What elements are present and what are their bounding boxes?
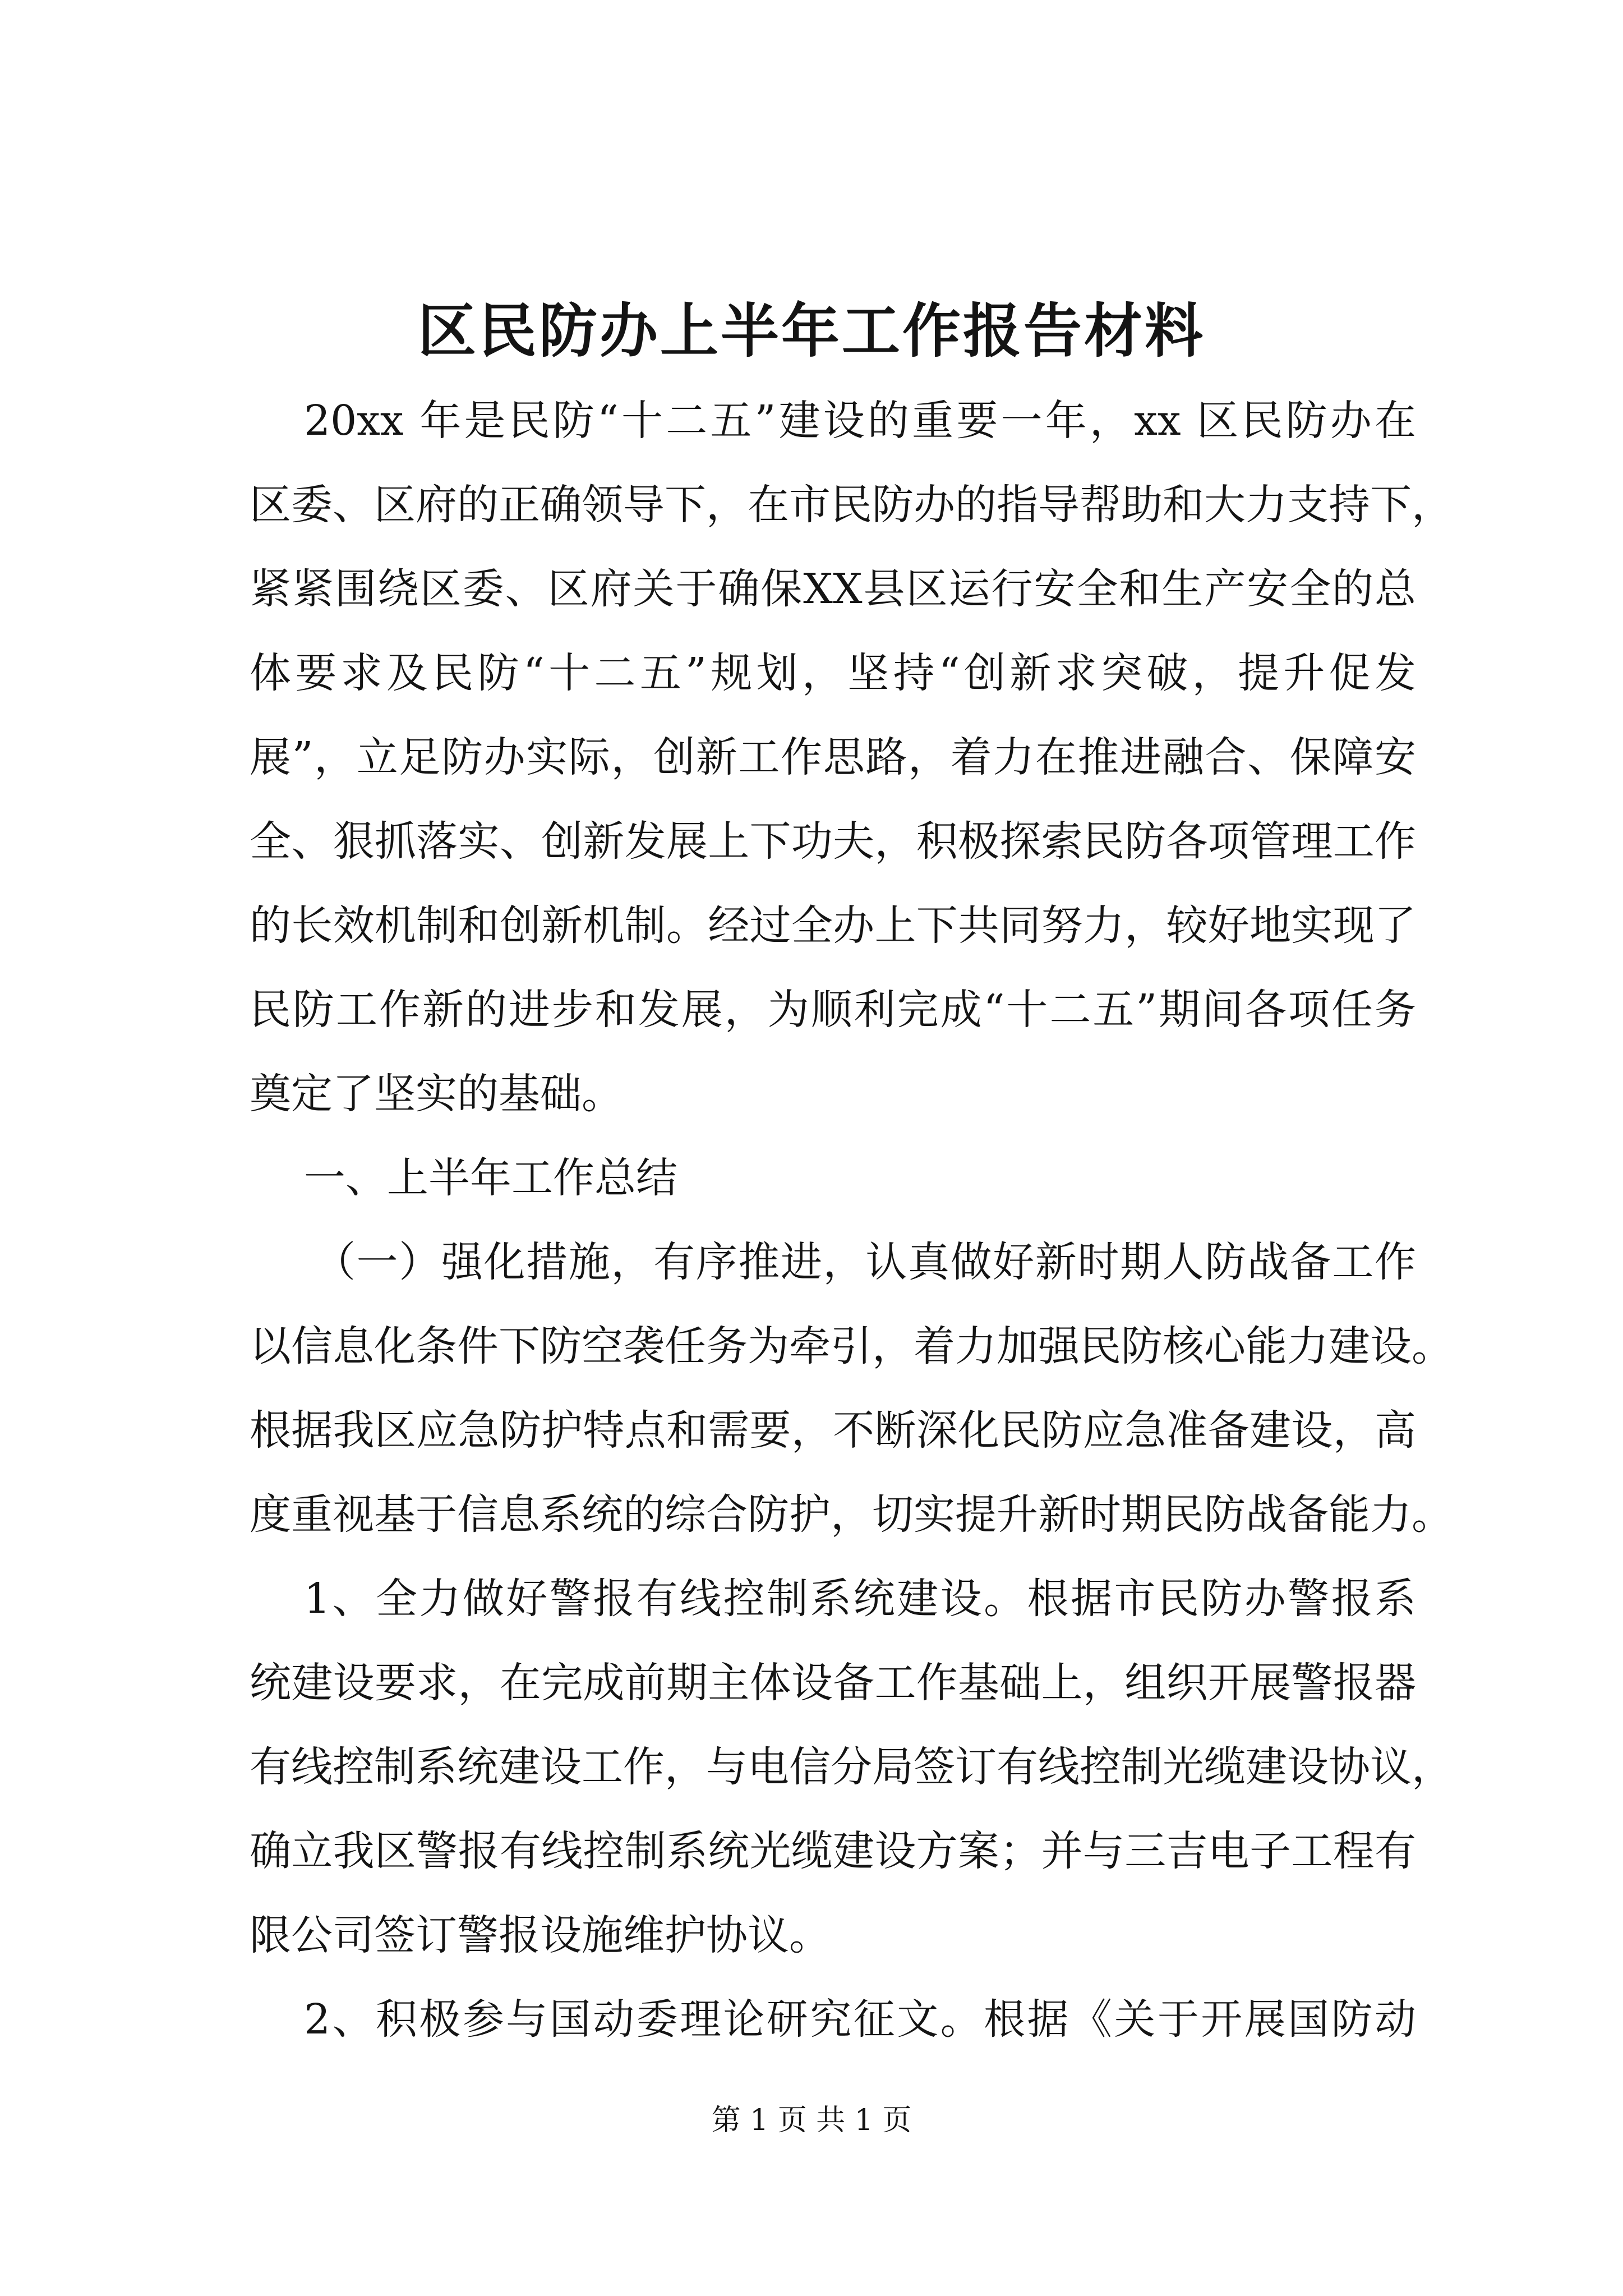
body-line: 展”，立足防办实际，创新工作思路，着力在推进融合、保障安	[250, 733, 1416, 781]
body-line: 体要求及民防“十二五”规划，坚持“创新求突破，提升促发	[250, 649, 1416, 697]
body-line: 确立我区警报有线控制系统光缆建设方案；并与三吉电子工程有	[250, 1827, 1416, 1875]
body-line: 紧紧围绕区委、区府关于确保XX县区运行安全和生产安全的总	[250, 565, 1416, 613]
body-line: 区委、区府的正确领导下，在市民防办的指导帮助和大力支持下，	[250, 481, 1453, 529]
body-line: 以信息化条件下防空袭任务为牵引，着力加强民防核心能力建设。	[250, 1322, 1453, 1370]
body-line: 1、全力做好警报有线控制系统建设。根据市民防办警报系	[304, 1575, 1416, 1623]
body-line: 20xx 年是民防“十二五”建设的重要一年，xx 区民防办在	[304, 397, 1416, 445]
body-line: 根据我区应急防护特点和需要，不断深化民防应急准备建设，高	[250, 1406, 1416, 1455]
subsection-heading: （一）强化措施，有序推进，认真做好新时期人防战备工作	[314, 1238, 1416, 1286]
document-title: 区民防办上半年工作报告材料	[417, 296, 1205, 365]
body-line: 全、狠抓落实、创新发展上下功夫，积极探索民防各项管理工作	[250, 817, 1416, 866]
body-line: 2、积极参与国动委理论研究征文。根据《关于开展国防动	[304, 1995, 1416, 2044]
body-line: 的长效机制和创新机制。经过全办上下共同努力，较好地实现了	[250, 901, 1416, 950]
page-number-footer: 第 1 页 共 1 页	[711, 2104, 912, 2137]
body-line: 有线控制系统建设工作，与电信分局签订有线控制光缆建设协议，	[250, 1743, 1453, 1791]
body-line: 限公司签订警报设施维护协议。	[250, 1911, 831, 1959]
section-heading: 一、上半年工作总结	[304, 1154, 677, 1202]
body-line: 度重视基于信息系统的综合防护，切实提升新时期民防战备能力。	[250, 1490, 1453, 1539]
body-line: 民防工作新的进步和发展，为顺利完成“十二五”期间各项任务	[250, 986, 1416, 1034]
body-line: 奠定了坚实的基础。	[250, 1070, 623, 1118]
body-line: 统建设要求，在完成前期主体设备工作基础上，组织开展警报器	[250, 1659, 1416, 1707]
